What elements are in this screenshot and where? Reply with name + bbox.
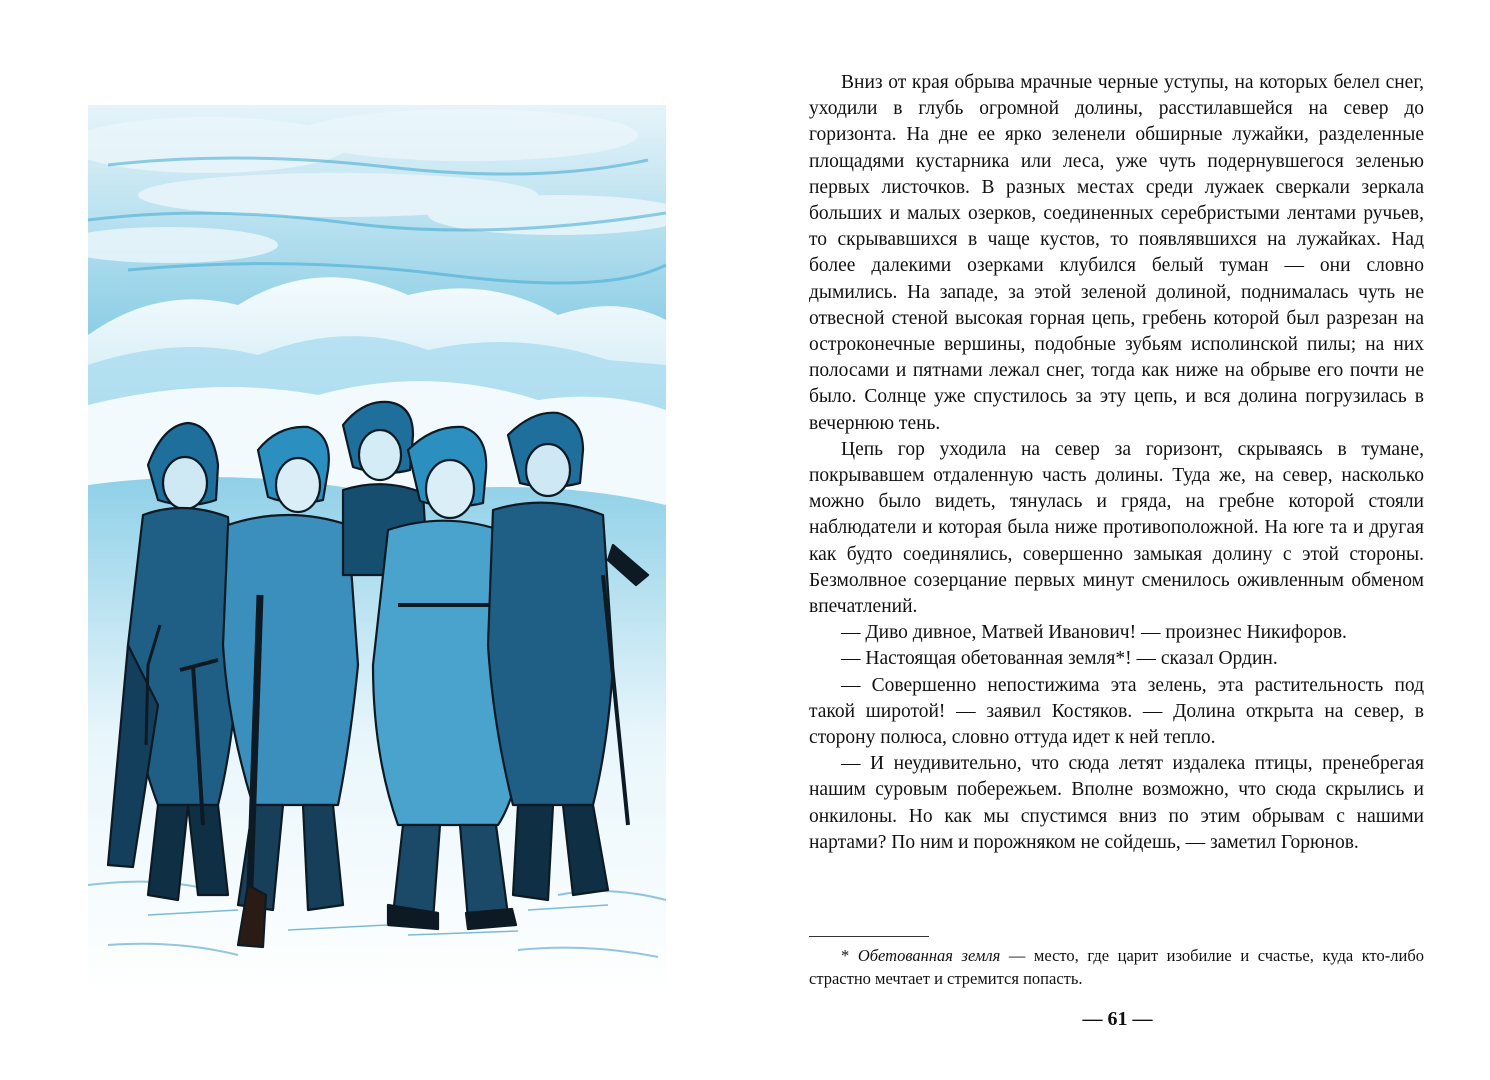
footnote-divider	[809, 936, 929, 937]
footnote-text: — место, где царит изобилие и счастье, куда кто-либо страстно мечтает и стремится попасть.	[809, 946, 1425, 988]
page-number: — 61 —	[1082, 1008, 1153, 1030]
paragraph-3: — Диво дивное, Матвей Иванович! — произнес Никифоров.	[841, 622, 1347, 644]
paragraph-1: Вниз от края обрыва мрачные черные уступы, на которых белел снег, уходили в глубь огромной долины, расстилавшейся на север до горизонта. На дне ее ярко зеленели обширные лужайки, разделенные площадями кустарника или леса, уже чуть подернувшегося зеленью первых листочков. В разных местах среди лужаек сверкали зеркала больших и малых озерков, соединенных серебристыми лентами ручьев, то скрывавшихся в чаще кустов, то появлявшихся на лужайках. Над более далекими озерками клубился белый туман — они словно дымились. На западе, за этой зеленой долиной, поднималась чуть не отвесной стеной высокая горная цепь, гребень которой был разрезан на остроконечные вершины, подобные зубьям исполинской пилы; на них полосами и пятнами лежал снег, тогда как ниже на обрыве его почти не было. Солнце уже спустилось за эту цепь, и вся долина погрузилась в вечернюю тень.	[809, 72, 1424, 434]
footnote-marker: *	[841, 946, 858, 965]
paragraph-2: Цепь гор уходила на север за горизонт, скрываясь в тумане, покрывавшем отдаленную часть долины. Туда же, на север, насколько можно было видеть, тянулась и гряда, на гребне которой стояли наблюдатели и которая была ниже противоположной. На юге та и другая как будто соединялись, совершенно замыкая долину с этой стороны. Безмолвное созерцание первых минут сменилось оживленным обменом впечатлений.	[809, 438, 1424, 618]
footnote-term: Обетованная земля	[857, 946, 1001, 965]
right-page	[745, 0, 1490, 1080]
paragraph-5: — Совершенно непостижима эта зелень, эта растительность под такой широтой! — заявил Костяков. — Долина открыта на север, в сторону полюса, словно оттуда идет к ней тепло.	[809, 674, 1424, 749]
paragraph-6: — И неудивительно, что сюда летят издалека птицы, пренебрегая нашим суровым побережьем. Вполне возможно, что сюда скрылись и онкилоны. Но как мы спустимся вниз по этим обрывам с нашими нартами? По ним и порожняком не сойдешь, — заметил Горюнов.	[809, 753, 1424, 853]
illustration-svg	[88, 105, 666, 995]
illustration-explorers	[88, 105, 666, 995]
footnote	[809, 944, 1424, 990]
body-text	[809, 70, 1424, 856]
paragraph-4: — Настоящая обетованная земля*! — сказал Ордин.	[841, 648, 1278, 670]
